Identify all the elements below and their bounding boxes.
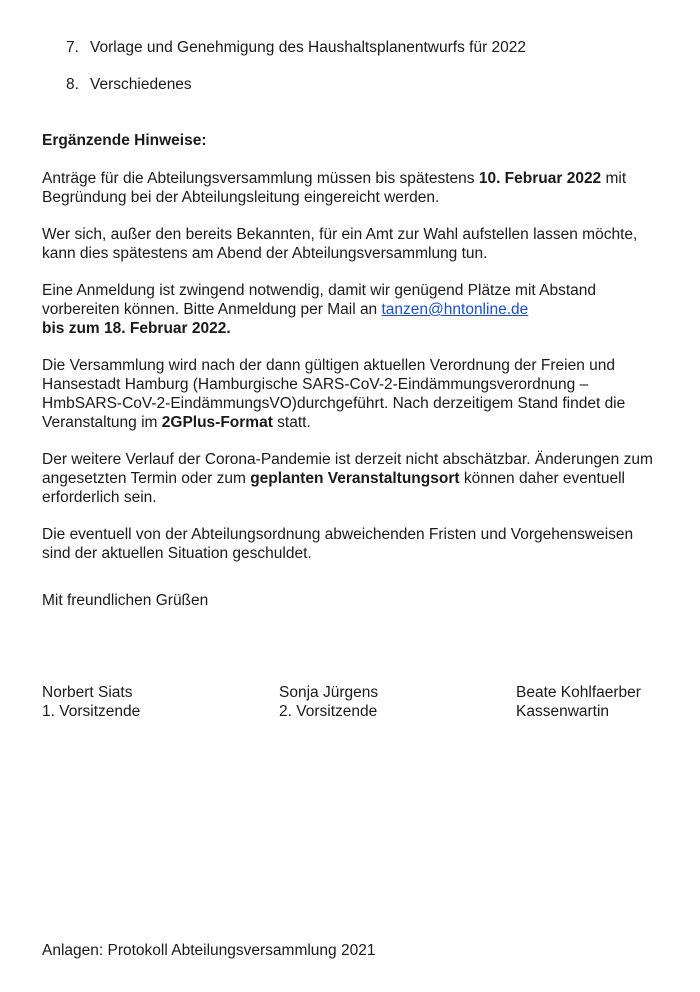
signer-role: Kassenwartin <box>516 703 610 720</box>
planned-venue: geplanten Veranstaltungsort <box>250 470 460 487</box>
signer-name: Beate Kohlfaerber <box>516 684 641 701</box>
agenda-list <box>66 38 526 112</box>
agenda-item <box>66 75 526 94</box>
deviation-paragraph: Die eventuell von der Abteilungsordnung abweichenden Fristen und Vorgehensweisen sind der aktuellen Situation geschuldet. <box>42 526 634 562</box>
motions-text-start: Anträge für die Abteilungsversammlung müssen bis spätestens <box>42 170 479 187</box>
signature-block <box>42 683 682 723</box>
agenda-item-number: 8. <box>66 76 79 93</box>
pandemic-paragraph <box>42 450 662 507</box>
registration-deadline: bis zum 18. Februar 2022. <box>42 320 231 337</box>
motions-deadline-paragraph <box>42 169 662 207</box>
agenda-item-text: Vorlage und Genehmigung des Haushaltsplanentwurfs für 2022 <box>90 39 527 56</box>
attachments-line: Anlagen: Protokoll Abteilungsversammlung 2021 <box>42 942 376 959</box>
candidacy-paragraph: Wer sich, außer den bereits Bekannten, für ein Amt zur Wahl aufstellen lassen möchte, kann dies spätestens am Abend der Abteilungsversammlung tun. <box>42 226 638 262</box>
pandemic-text-end: können daher eventuell erforderlich sein. <box>42 470 625 506</box>
closing-greeting: Mit freundlichen Grüßen <box>42 592 209 609</box>
signer-role: 1. Vorsitzende <box>42 703 141 720</box>
signer <box>42 683 140 721</box>
event-format: 2GPlus-Format <box>161 414 273 431</box>
agenda-item-number: 7. <box>66 39 79 56</box>
regulation-text-end: statt. <box>272 414 311 431</box>
pandemic-text-start: Der weitere Verlauf der Corona-Pandemie ist derzeit nicht abschätzbar. Änderungen zum angesetzten Termin oder zum <box>42 451 653 487</box>
agenda-item-text: Verschiedenes <box>90 76 192 93</box>
motions-deadline-date: 10. Februar 2022 <box>478 170 602 187</box>
signer-name: Norbert Siats <box>42 684 133 701</box>
registration-text: Eine Anmeldung ist zwingend notwendig, damit wir genügend Plätze mit Abstand vorbereiten können. Bitte Anmeldung per Mail an <box>42 282 597 318</box>
notes-heading: Ergänzende Hinweise: <box>42 132 207 149</box>
signer-role: 2. Vorsitzende <box>279 703 378 720</box>
motions-text-end: mit Begründung bei der Abteilungsleitung eingereicht werden. <box>42 170 627 206</box>
agenda-item <box>66 38 526 57</box>
regulation-text-start: Die Versammlung wird nach der dann gültigen aktuellen Verordnung der Freien und Hansestadt Hamburg (Hamburgische SARS-CoV-2-Eindämmungsverordnung – HmbSARS-CoV-2-EindämmungsVO)durchgeführt. Nach derzeitigem Stand findet die Veranstaltung im <box>42 357 626 431</box>
notes-section <box>42 131 662 581</box>
registration-paragraph <box>42 281 662 338</box>
signer <box>279 683 378 721</box>
registration-email-link[interactable]: tanzen@hntonline.de <box>381 301 529 318</box>
signer <box>516 683 641 721</box>
signer-name: Sonja Jürgens <box>279 684 379 701</box>
regulation-paragraph <box>42 356 662 432</box>
